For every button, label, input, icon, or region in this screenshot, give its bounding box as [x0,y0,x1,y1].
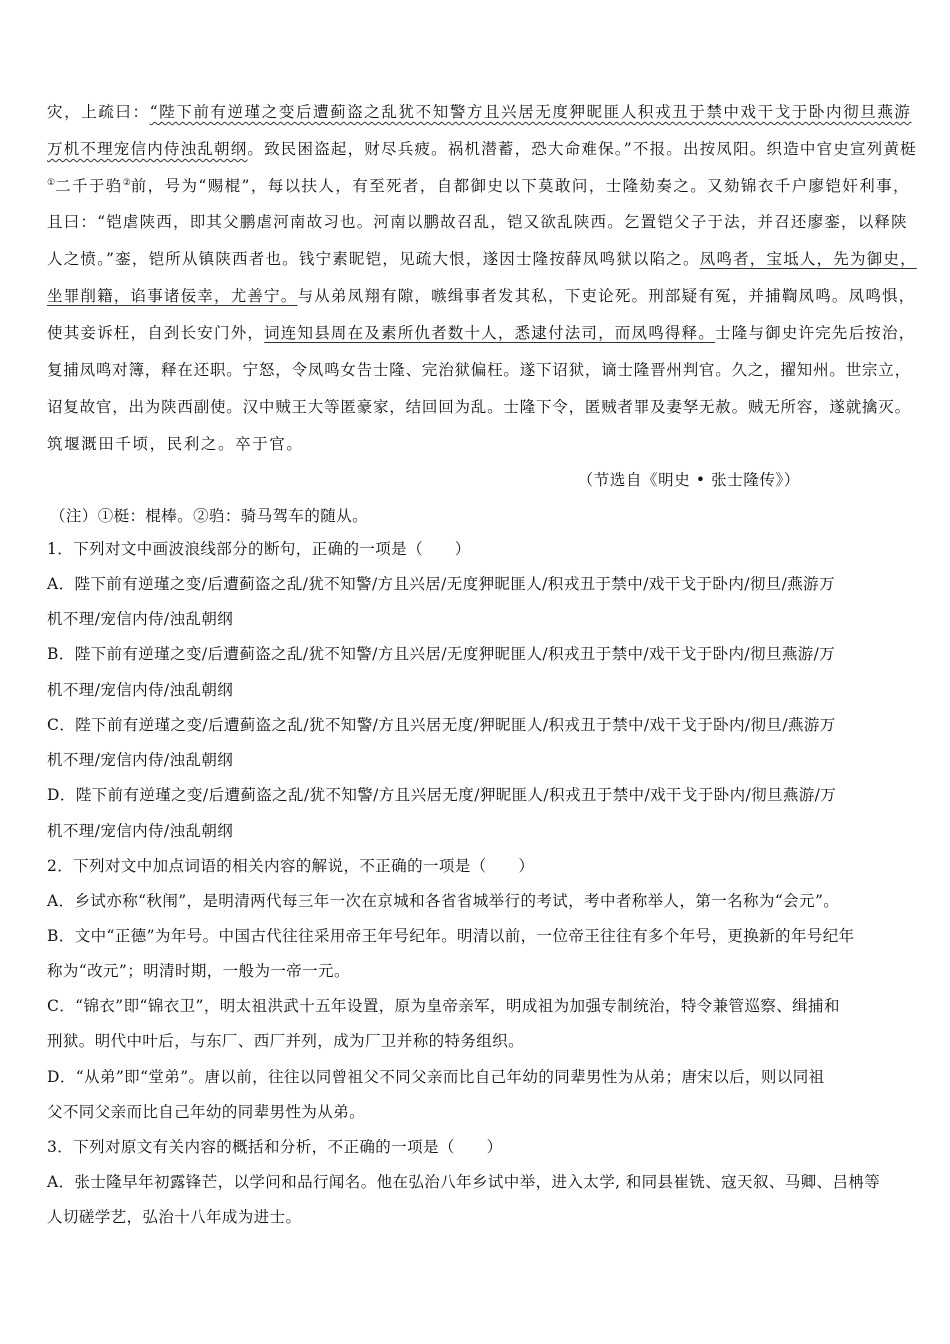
passage-line-5 [47,248,917,270]
passage-text: 灾，上疏曰： [47,103,150,121]
passage-text: 与从弟凤翔有隙，嗾缉事者发其私，下吏论死。刑部疑有冤，并捕鞫凤鸣。凤鸣惧， [297,287,916,305]
underlined-text: 凤鸣者，宝坻人，先为御史， [699,250,917,268]
passage-text: 人之愤。”銮，铠所从镇陕西者也。钱宁素昵铠，见疏大恨，遂因士隆按薛凤鸣狱以陷之。 [47,250,700,268]
q2-option-b: B．文中“正德”为年号。中国古代往往采用帝王年号纪年。明清以前，一位帝王往往有多个年号，更换新的年号纪年 [47,927,855,945]
q2-option-d-cont: 父不同父亲而比自己年幼的同辈男性为从弟。 [47,1103,366,1121]
passage-line-3 [47,175,917,197]
passage-text: 士隆与御史许完先后按治， [715,324,916,342]
footnote-marker: ② [122,178,131,188]
question-2-stem: 2．下列对文中加点词语的相关内容的解说，不正确的一项是（ ） [47,857,535,875]
q1-option-d-cont: 机不理/宠信内侍/浊乱朝纲 [47,822,234,840]
passage-line-9: 诏复故官，出为陕西副使。汉中贼王大等匿豪家，结回回为乱。士隆下令，匿贼者罪及妻孥无赦。贼无所容，遂就擒灭。 [47,398,911,416]
q2-option-c-cont: 刑狱。明代中叶后，与东厂、西厂并列，成为厂卫并称的特务组织。 [47,1032,525,1050]
passage-line-7 [47,322,917,344]
wavy-underlined-text: “陛下前有逆瑾之变后遭蓟盗之乱犹不知警方且兴居无度狎昵匪人积戎丑于禁中戏干戈于卧内彻旦燕游 [149,103,912,121]
q3-option-a-cont: 人切磋学艺，弘治十八年成为进士。 [47,1208,302,1226]
q1-option-d: D．陛下前有逆瑾之变/后遭蓟盗之乱/犹不知警/方且兴居无度/狎昵匪人/积戎丑于禁中/戏干戈于卧内/彻旦燕游/万 [47,786,837,804]
q1-option-b: B．陛下前有逆瑾之变/后遭蓟盗之乱/犹不知警/方且兴居/无度狎昵匪人/积戎丑于禁中/戏干戈于卧内/彻旦燕游/万 [47,645,836,663]
wavy-underlined-text: 万机不理宠信内侍浊乱朝纲 [47,140,248,158]
q2-option-d: D．“从弟”即“堂弟”。唐以前，往往以同曾祖父不同父亲而比自己年幼的同辈男性为从弟；唐宋以后，则以同祖 [47,1068,825,1086]
underlined-text: 坐罪削籍，谄事诸佞幸，尤善宁。 [47,287,298,305]
q2-option-c: C．“锦衣”即“锦衣卫”，明太祖洪武十五年设置，原为皇帝亲军，明成祖为加强专制统治，特令兼管巡察、缉捕和 [47,997,840,1015]
passage-text: 。致民困盗起，财尽兵疲。祸机潜蓄，恐大命难保。”不报。出按凤阳。织造中官史宣列黄梃 [247,140,917,158]
passage-line-8: 复捕凤鸣对簿，释在还职。宁怒，令凤鸣女告士隆、完治狱偏枉。遂下诏狱，谪士隆晋州判官。久之，擢知州。世宗立， [47,361,911,379]
underlined-text: 词连知县周在及素所仇者数十人，悉逮付法司，而凤鸣得释。 [264,324,716,342]
q1-option-a-cont: 机不理/宠信内侍/浊乱朝纲 [47,610,234,628]
passage-text: 使其妾诉枉，自刭长安门外， [47,324,265,342]
passage-line-4: 且曰：“铠虐陕西，即其父鹏虐河南故习也。河南以鹏故召乱，铠又欲乱陕西。乞置铠父子于法，并召还廖銮，以释陕 [47,213,908,231]
footnotes: （注）①梃：棍棒。②驺：骑马驾车的随从。 [50,507,369,525]
q2-option-b-cont: 称为“改元”；明清时期，一般为一帝一元。 [47,962,350,980]
passage-line-6 [47,285,917,307]
passage-text: 前，号为“赐棍”，每以扶人，有至死者，自都御史以下莫敢问，士隆劾奏之。又劾锦衣千户廖铠奸利事， [130,177,910,195]
question-1-stem: 1．下列对文中画波浪线部分的断句，正确的一项是（ ） [47,540,471,558]
q2-option-a: A．乡试亦称“秋闱”，是明清两代每三年一次在京城和各省省城举行的考试，考中者称举人，第一名称为“会元”。 [47,892,840,910]
question-3-stem: 3．下列对原文有关内容的概括和分析，不正确的一项是（ ） [47,1138,503,1156]
q1-option-a: A．陛下前有逆瑾之变/后遭蓟盗之乱/犹不知警/方且兴居/无度狎昵匪人/积戎丑于禁中/戏干戈于卧内/彻旦/燕游万 [47,575,835,593]
q1-option-c-cont: 机不理/宠信内侍/浊乱朝纲 [47,751,234,769]
q1-option-b-cont: 机不理/宠信内侍/浊乱朝纲 [47,681,234,699]
q1-option-c: C．陛下前有逆瑾之变/后遭蓟盗之乱/犹不知警/方且兴居无度/狎昵匪人/积戎丑于禁中/戏干戈于卧内/彻旦/燕游万 [47,716,836,734]
q3-option-a: A．张士隆早年初露锋芒，以学问和品行闻名。他在弘治八年乡试中举，进入太学, 和同县崔铣、寇天叙、马卿、吕柟等 [47,1173,881,1191]
passage-text: 二千于驺 [55,177,123,195]
passage-line-1 [47,101,917,123]
passage-line-2 [47,138,917,160]
passage-source: （节选自《明史 • 张士隆传》） [577,471,800,489]
footnote-marker: ① [47,178,56,188]
passage-line-10: 筑堰溉田千顷，民利之。卒于官。 [47,435,304,453]
